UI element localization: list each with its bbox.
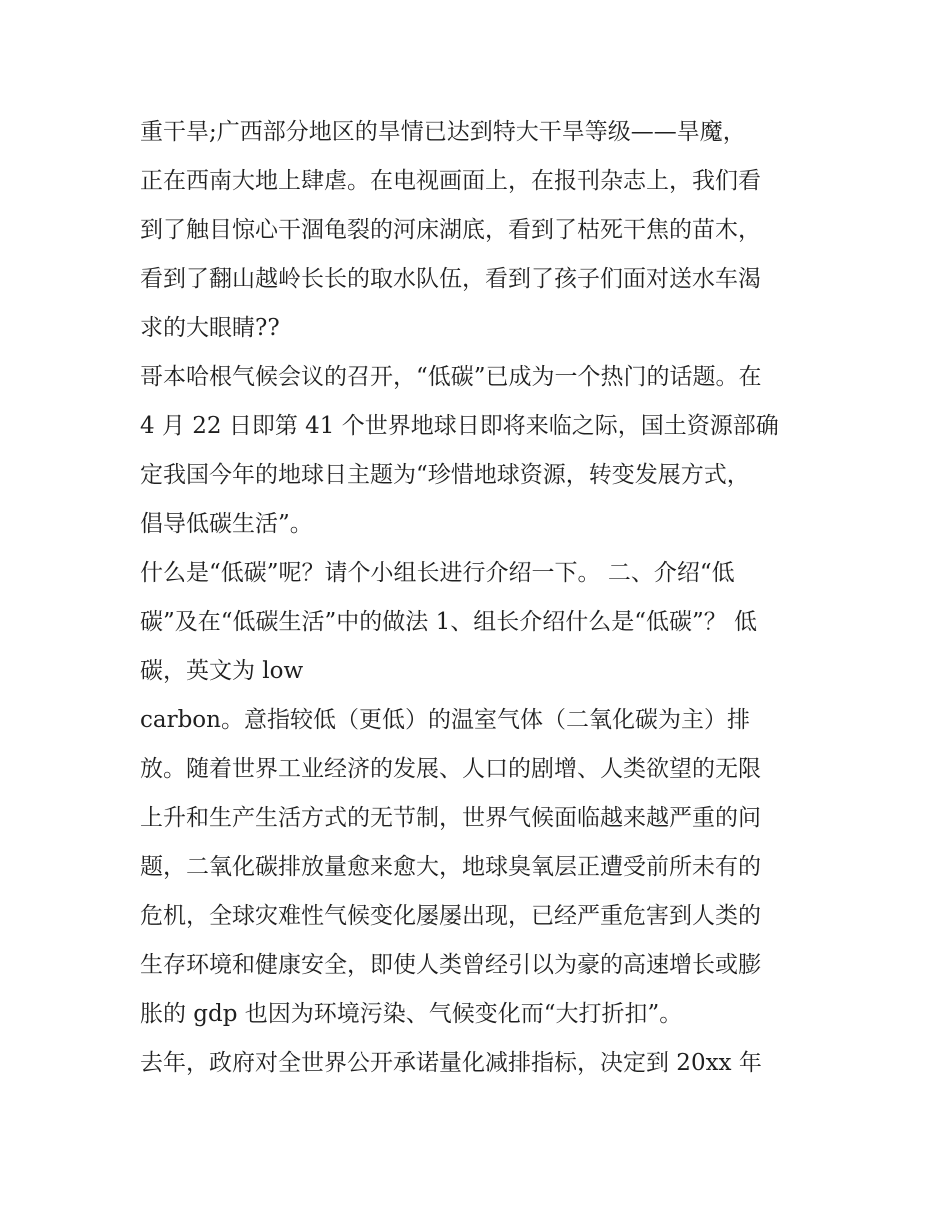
text-line: 放。随着世界工业经济的发展、人口的剧增、人类欲望的无限 xyxy=(140,756,761,782)
text-line: 生存环境和健康安全，即使人类曾经引以为豪的高速增长或膨 xyxy=(140,952,761,978)
text-line: 上升和生产生活方式的无节制，世界气候面临越来越严重的问 xyxy=(140,805,761,831)
text-line: 重干旱;广西部分地区的旱情已达到特大干旱等级——旱魔， xyxy=(140,119,746,145)
text-line: 到了触目惊心干涸龟裂的河床湖底，看到了枯死干焦的苗木， xyxy=(140,217,761,243)
text-line: 哥本哈根气候会议的召开，“低碳”已成为一个热门的话题。在 xyxy=(140,364,762,390)
text-line: 碳，英文为 low xyxy=(140,658,304,684)
text-line: 正在西南大地上肆虐。在电视画面上，在报刊杂志上，我们看 xyxy=(140,168,761,194)
text-line: carbon。意指较低（更低）的温室气体（二氧化碳为主）排 xyxy=(140,707,750,733)
text-line: 倡导低碳生活”。 xyxy=(140,511,313,537)
text-line: 胀的 gdp 也因为环境污染、气候变化而“大打折扣”。 xyxy=(140,1001,683,1027)
text-line: 危机，全球灾难性气候变化屡屡出现，已经严重危害到人类的 xyxy=(140,903,761,929)
text-line: 题，二氧化碳排放量愈来愈大，地球臭氧层正遭受前所未有的 xyxy=(140,854,761,880)
text-line: 去年，政府对全世界公开承诺量化减排指标，决定到 20xx 年 xyxy=(140,1050,762,1076)
text-line: 4 月 22 日即第 41 个世界地球日即将来临之际，国土资源部确 xyxy=(140,413,779,439)
text-line: 看到了翻山越岭长长的取水队伍，看到了孩子们面对送水车渴 xyxy=(140,266,761,292)
text-line: 什么是“低碳”呢？请个小组长进行介绍一下。 二、介绍“低 xyxy=(140,560,735,586)
text-line: 求的大眼睛?? xyxy=(140,315,280,341)
text-line: 碳”及在“低碳生活”中的做法 1、组长介绍什么是“低碳”？ 低 xyxy=(140,609,758,635)
document-page xyxy=(140,108,820,1088)
text-line: 定我国今年的地球日主题为“珍惜地球资源，转变发展方式， xyxy=(140,462,750,488)
